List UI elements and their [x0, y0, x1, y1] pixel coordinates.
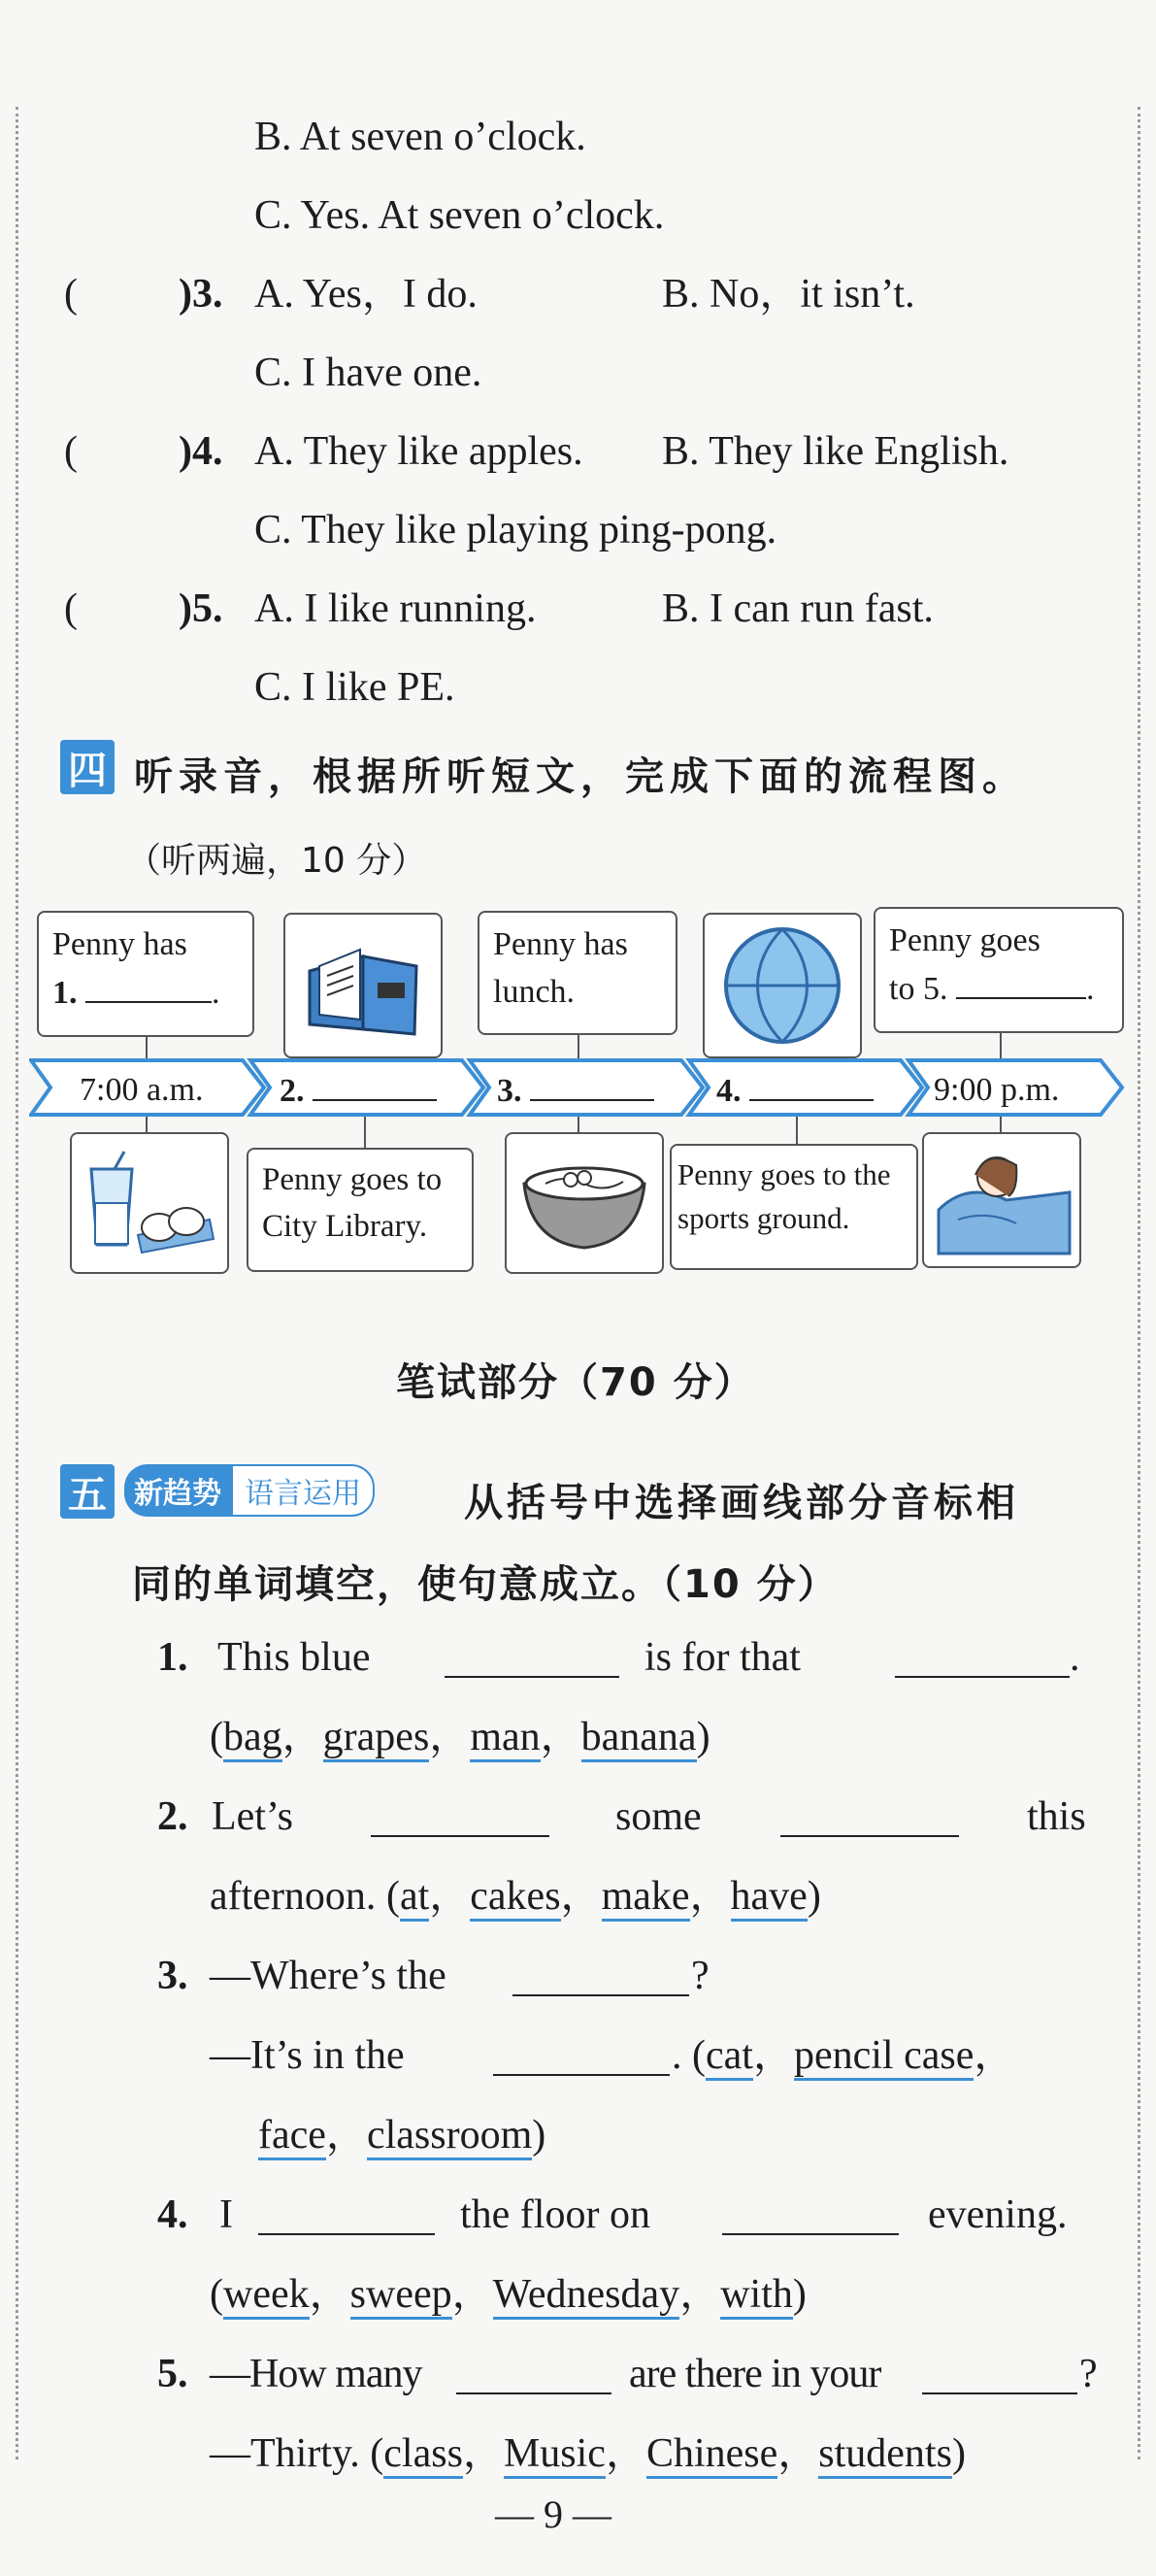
q5-option-a: A. I like running.: [254, 586, 537, 631]
q2-option-c: C. Yes. At seven o’clock.: [254, 193, 665, 238]
s5-q4-text-a: I: [219, 2192, 233, 2237]
q5-number: )5.: [179, 586, 223, 631]
section4-badge: 四: [60, 740, 115, 794]
s5-q4-options: (week，sweep，Wednesday，with): [210, 2274, 807, 2315]
book-image-card: [283, 913, 443, 1058]
s5-q5-blank-2[interactable]: [922, 2359, 1077, 2394]
s5-q1-text-b: is for that: [644, 1635, 801, 1680]
s5-q1-options: (bag，grapes，man，banana): [210, 1717, 710, 1757]
bottom-card-2-line2: sports ground.: [677, 1200, 850, 1235]
top-card-1-line1: Penny has: [52, 926, 187, 962]
s5-q1-text-a: This blue: [217, 1635, 371, 1680]
q3-option-b: B. No，it isn’t.: [662, 272, 915, 317]
top-card-3: [874, 907, 1124, 1033]
s5-q3-line1: —Where’s the: [210, 1954, 446, 1998]
s5-q3-number: 3.: [157, 1954, 188, 1998]
s5-q2-blank-1[interactable]: [371, 1802, 549, 1837]
trend-tag-type: 语言运用: [231, 1464, 375, 1517]
written-section-header: 笔试部分（70 分）: [396, 1360, 755, 1405]
s5-q5-line1b: are there in your: [629, 2352, 881, 2396]
connector: [146, 1037, 148, 1060]
s5-q1-blank-1[interactable]: [445, 1643, 619, 1678]
s5-q4-text-c: evening.: [928, 2192, 1068, 2237]
bottom-card-2-line1: Penny goes to the: [677, 1157, 891, 1191]
noodle-bowl-icon: [516, 1154, 652, 1252]
top-card-2: [478, 911, 677, 1035]
s5-q2-line2: afternoon. (at，cakes，make，have): [210, 1876, 821, 1917]
timeline-step-5: 9:00 p.m.: [934, 1072, 1060, 1108]
s5-q5-blank-1[interactable]: [456, 2359, 611, 2394]
timeline-step-4: 4.: [716, 1070, 874, 1110]
blank-5[interactable]: [956, 964, 1086, 999]
s5-q3-options-b: face，classroom): [258, 2115, 545, 2156]
right-binding-line: [1138, 107, 1140, 2459]
blank-2[interactable]: [313, 1070, 437, 1101]
s5-q3-blank-2[interactable]: [493, 2041, 670, 2076]
top-card-3-line1: Penny goes: [889, 922, 1040, 958]
basketball-image-card: [703, 913, 862, 1058]
bottom-card-2: [670, 1144, 918, 1270]
s5-q2-text-b: some: [615, 1794, 702, 1839]
connector: [364, 1117, 366, 1150]
s5-q2-blank-2[interactable]: [780, 1802, 959, 1837]
s5-q2-text-c: this: [1027, 1794, 1086, 1839]
s5-q4-number: 4.: [157, 2192, 188, 2237]
s5-q1-number: 1.: [157, 1635, 188, 1680]
q5-paren: (: [64, 586, 78, 631]
top-card-2-line1: Penny has: [493, 926, 628, 962]
q4-option-a: A. They like apples.: [254, 429, 583, 474]
q3-number: )3.: [179, 272, 223, 317]
s5-q1-blank-2[interactable]: [895, 1643, 1070, 1678]
top-card-1-line2: 1. .: [52, 968, 239, 1017]
connector: [796, 1117, 798, 1146]
blank-4[interactable]: [749, 1070, 874, 1101]
sleeping-image-card: [922, 1132, 1081, 1268]
s5-q1-end: .: [1070, 1635, 1080, 1680]
bottom-card-1: [247, 1148, 474, 1272]
top-card-1: [37, 911, 254, 1037]
s5-q5-line1a: —How many: [210, 2352, 422, 2396]
page-number: — 9 —: [495, 2492, 611, 2536]
s5-q5-number: 5.: [157, 2352, 188, 2396]
q5-option-c: C. I like PE.: [254, 665, 455, 710]
section5-badge: 五: [60, 1464, 115, 1519]
s5-q4-blank-1[interactable]: [258, 2200, 435, 2235]
sleeping-girl-icon: [929, 1142, 1074, 1258]
breakfast-image-card: [70, 1132, 229, 1274]
q3-paren: (: [64, 272, 78, 317]
breakfast-icon: [82, 1150, 217, 1256]
section4-note: （听两遍，10 分）: [126, 841, 427, 881]
timeline-step-1: 7:00 a.m.: [80, 1072, 204, 1108]
q4-option-c: C. They like playing ping-pong.: [254, 508, 777, 552]
timeline-step-3: 3.: [497, 1070, 654, 1110]
trend-tag: [124, 1466, 375, 1515]
s5-q3-options-a: . (cat，pencil case，: [672, 2035, 1014, 2076]
basketball-icon: [720, 923, 844, 1048]
top-card-3-line2: to 5. .: [889, 964, 1108, 1013]
s5-q3-line2: —It’s in the: [210, 2033, 405, 2078]
q3-option-a: A. Yes，I do.: [254, 272, 478, 317]
s5-q5-line2: —Thirty. (class，Music，Chinese，students): [210, 2433, 966, 2474]
connector: [1000, 1033, 1002, 1060]
left-binding-line: [16, 107, 18, 2459]
section4-title: 听录音，根据所听短文，完成下面的流程图。: [134, 754, 1027, 799]
trend-tag-label: 新趋势: [124, 1464, 231, 1517]
s5-q3-blank-1[interactable]: [512, 1961, 689, 1996]
q5-option-b: B. I can run fast.: [662, 586, 934, 631]
s5-q4-blank-2[interactable]: [722, 2200, 899, 2235]
book-icon: [300, 932, 426, 1039]
s5-q3-end1: ?: [691, 1954, 710, 1998]
bottom-card-1-line1: Penny goes to: [262, 1162, 443, 1197]
blank-1[interactable]: [85, 968, 212, 1003]
blank-3[interactable]: [530, 1070, 654, 1101]
top-card-2-line2: lunch.: [493, 974, 576, 1011]
q3-option-c: C. I have one.: [254, 351, 482, 395]
section5-title-line2: 同的单词填空，使句意成立。（10 分）: [132, 1562, 839, 1607]
s5-q4-text-b: the floor on: [460, 2192, 650, 2237]
s5-q2-number: 2.: [157, 1794, 188, 1839]
connector: [578, 1035, 579, 1060]
noodle-image-card: [505, 1132, 664, 1274]
bottom-card-1-line2: City Library.: [262, 1208, 428, 1244]
q4-number: )4.: [179, 429, 223, 474]
s5-q5-end1: ?: [1079, 2352, 1098, 2396]
q4-paren: (: [64, 429, 78, 474]
timeline-step-2: 2.: [280, 1070, 437, 1110]
section5-title-line1: 从括号中选择画线部分音标相: [464, 1481, 1019, 1525]
s5-q2-text-a: Let’s: [212, 1794, 293, 1839]
q2-option-b: B. At seven o’clock.: [254, 115, 586, 159]
q4-option-b: B. They like English.: [662, 429, 1009, 474]
